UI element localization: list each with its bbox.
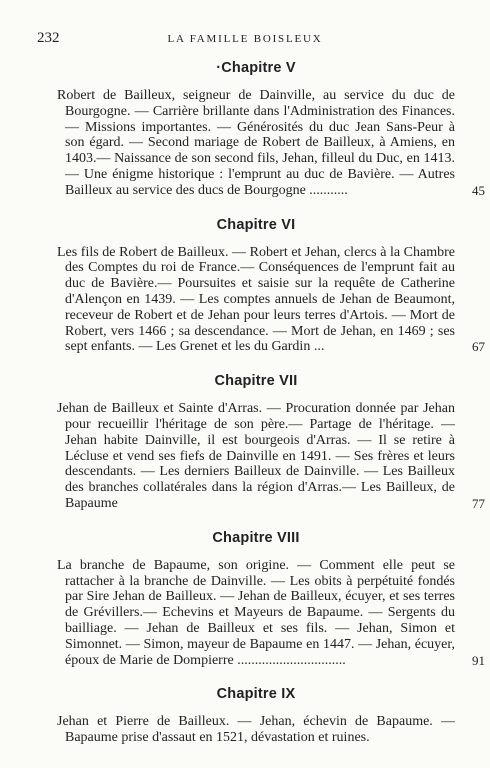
chapter-summary-text: Jehan et Pierre de Bailleux. — Jehan, échevin de Bapaume. — Bapaume prise d'assaut en 1521, dévastation et ruines. (57, 714, 455, 746)
chapter-summary (57, 714, 455, 746)
chapter-summary (57, 401, 485, 512)
chapter-summary (57, 244, 485, 356)
chapter-6-section (57, 216, 485, 356)
chapter-9-section (57, 686, 455, 746)
chapter-title: Chapitre VI (216, 216, 296, 233)
chapter-summary-text: Robert de Bailleux, seigneur de Dainville, au service du duc de Bourgogne. — Carrière brillante dans l'Administration des Finances. — Missions importantes. — Générosités du duc Jean Sans-Peur à son égard. — Second mariage de Robert de Bailleux, à Amiens, en 1403.— Naissance de son second fils, Jehan, filleul du Duc, en 1413. — Une énigme historique : l'emprunt au duc de Bavière. — Autres Bailleux au service des ducs de Bourgogne ........... (57, 88, 455, 198)
page-reference: 91 (472, 652, 485, 668)
chapter-title: Chapitre VIII (212, 529, 300, 546)
chapter-title: Chapitre VII (214, 373, 298, 390)
chapter-7-section (57, 373, 485, 512)
chapter-title: ·Chapitre V (216, 60, 296, 76)
page-reference: 77 (472, 495, 485, 511)
chapter-summary (57, 88, 485, 199)
chapter-title: Chapitre IX (216, 686, 296, 703)
chapter-5-section (57, 60, 485, 199)
page-reference: 67 (472, 339, 485, 355)
chapter-8-section (57, 529, 485, 669)
table-of-contents (57, 60, 485, 764)
chapter-summary-text: Jehan de Bailleux et Sainte d'Arras. — Procuration donnée par Jehan pour recueillir l'héritage de son père.— Partage de l'héritage. — Jehan habite Dainville, il est bourgeois d'Arras. — Il se retire à Lécluse et vend ses fiefs de Dainville en 1491. — Ses frères et leurs descendants. — Les derniers Bailleux de Dainville. — Les Bailleux des branches collatérales dans la région d'Arras.— Les Bailleux, de Bapaume (57, 401, 455, 511)
page-header (0, 30, 490, 50)
running-title: LA FAMILLE BOISLEUX (167, 33, 323, 45)
chapter-summary-text: La branche de Bapaume, son origine. — Comment elle peut se rattacher à la branche de Dainville. — Les obits à perpétuité fondés par Sire Jehan de Bailleux. — Jehan de Bailleux, écuyer, et ses terres de Grévillers.— Echevins et Mayeurs de Bapaume. — Sergents du bailliage. — Jehan de Bailleux et ses fils. — Jehan, Simon et Simonnet. — Simon, mayeur de Bapaume en 1447. — Jehan, écuyer, époux de Marie de Dompierre ............................... (57, 557, 455, 668)
chapter-summary-text: Les fils de Robert de Bailleux. — Robert et Jehan, clercs à la Chambre des Comptes du roi de France.— Conséquences de l'emprunt fait au duc de Bavière.— Poursuites et saisie sur la requête de Catherine d'Alençon en 1439. — Les comptes annuels de Jehan de Beaumont, receveur de Robert et de Jehan pour leurs terres d'Artois. — Mort de Robert, vers 1466 ; sa descendance. — Mort de Jehan, en 1469 ; ses sept enfants. — Les Grenet et les du Gardin ... (57, 244, 455, 355)
chapter-summary (57, 557, 485, 669)
page-number: 232 (37, 30, 60, 46)
page-reference: 45 (472, 182, 485, 198)
